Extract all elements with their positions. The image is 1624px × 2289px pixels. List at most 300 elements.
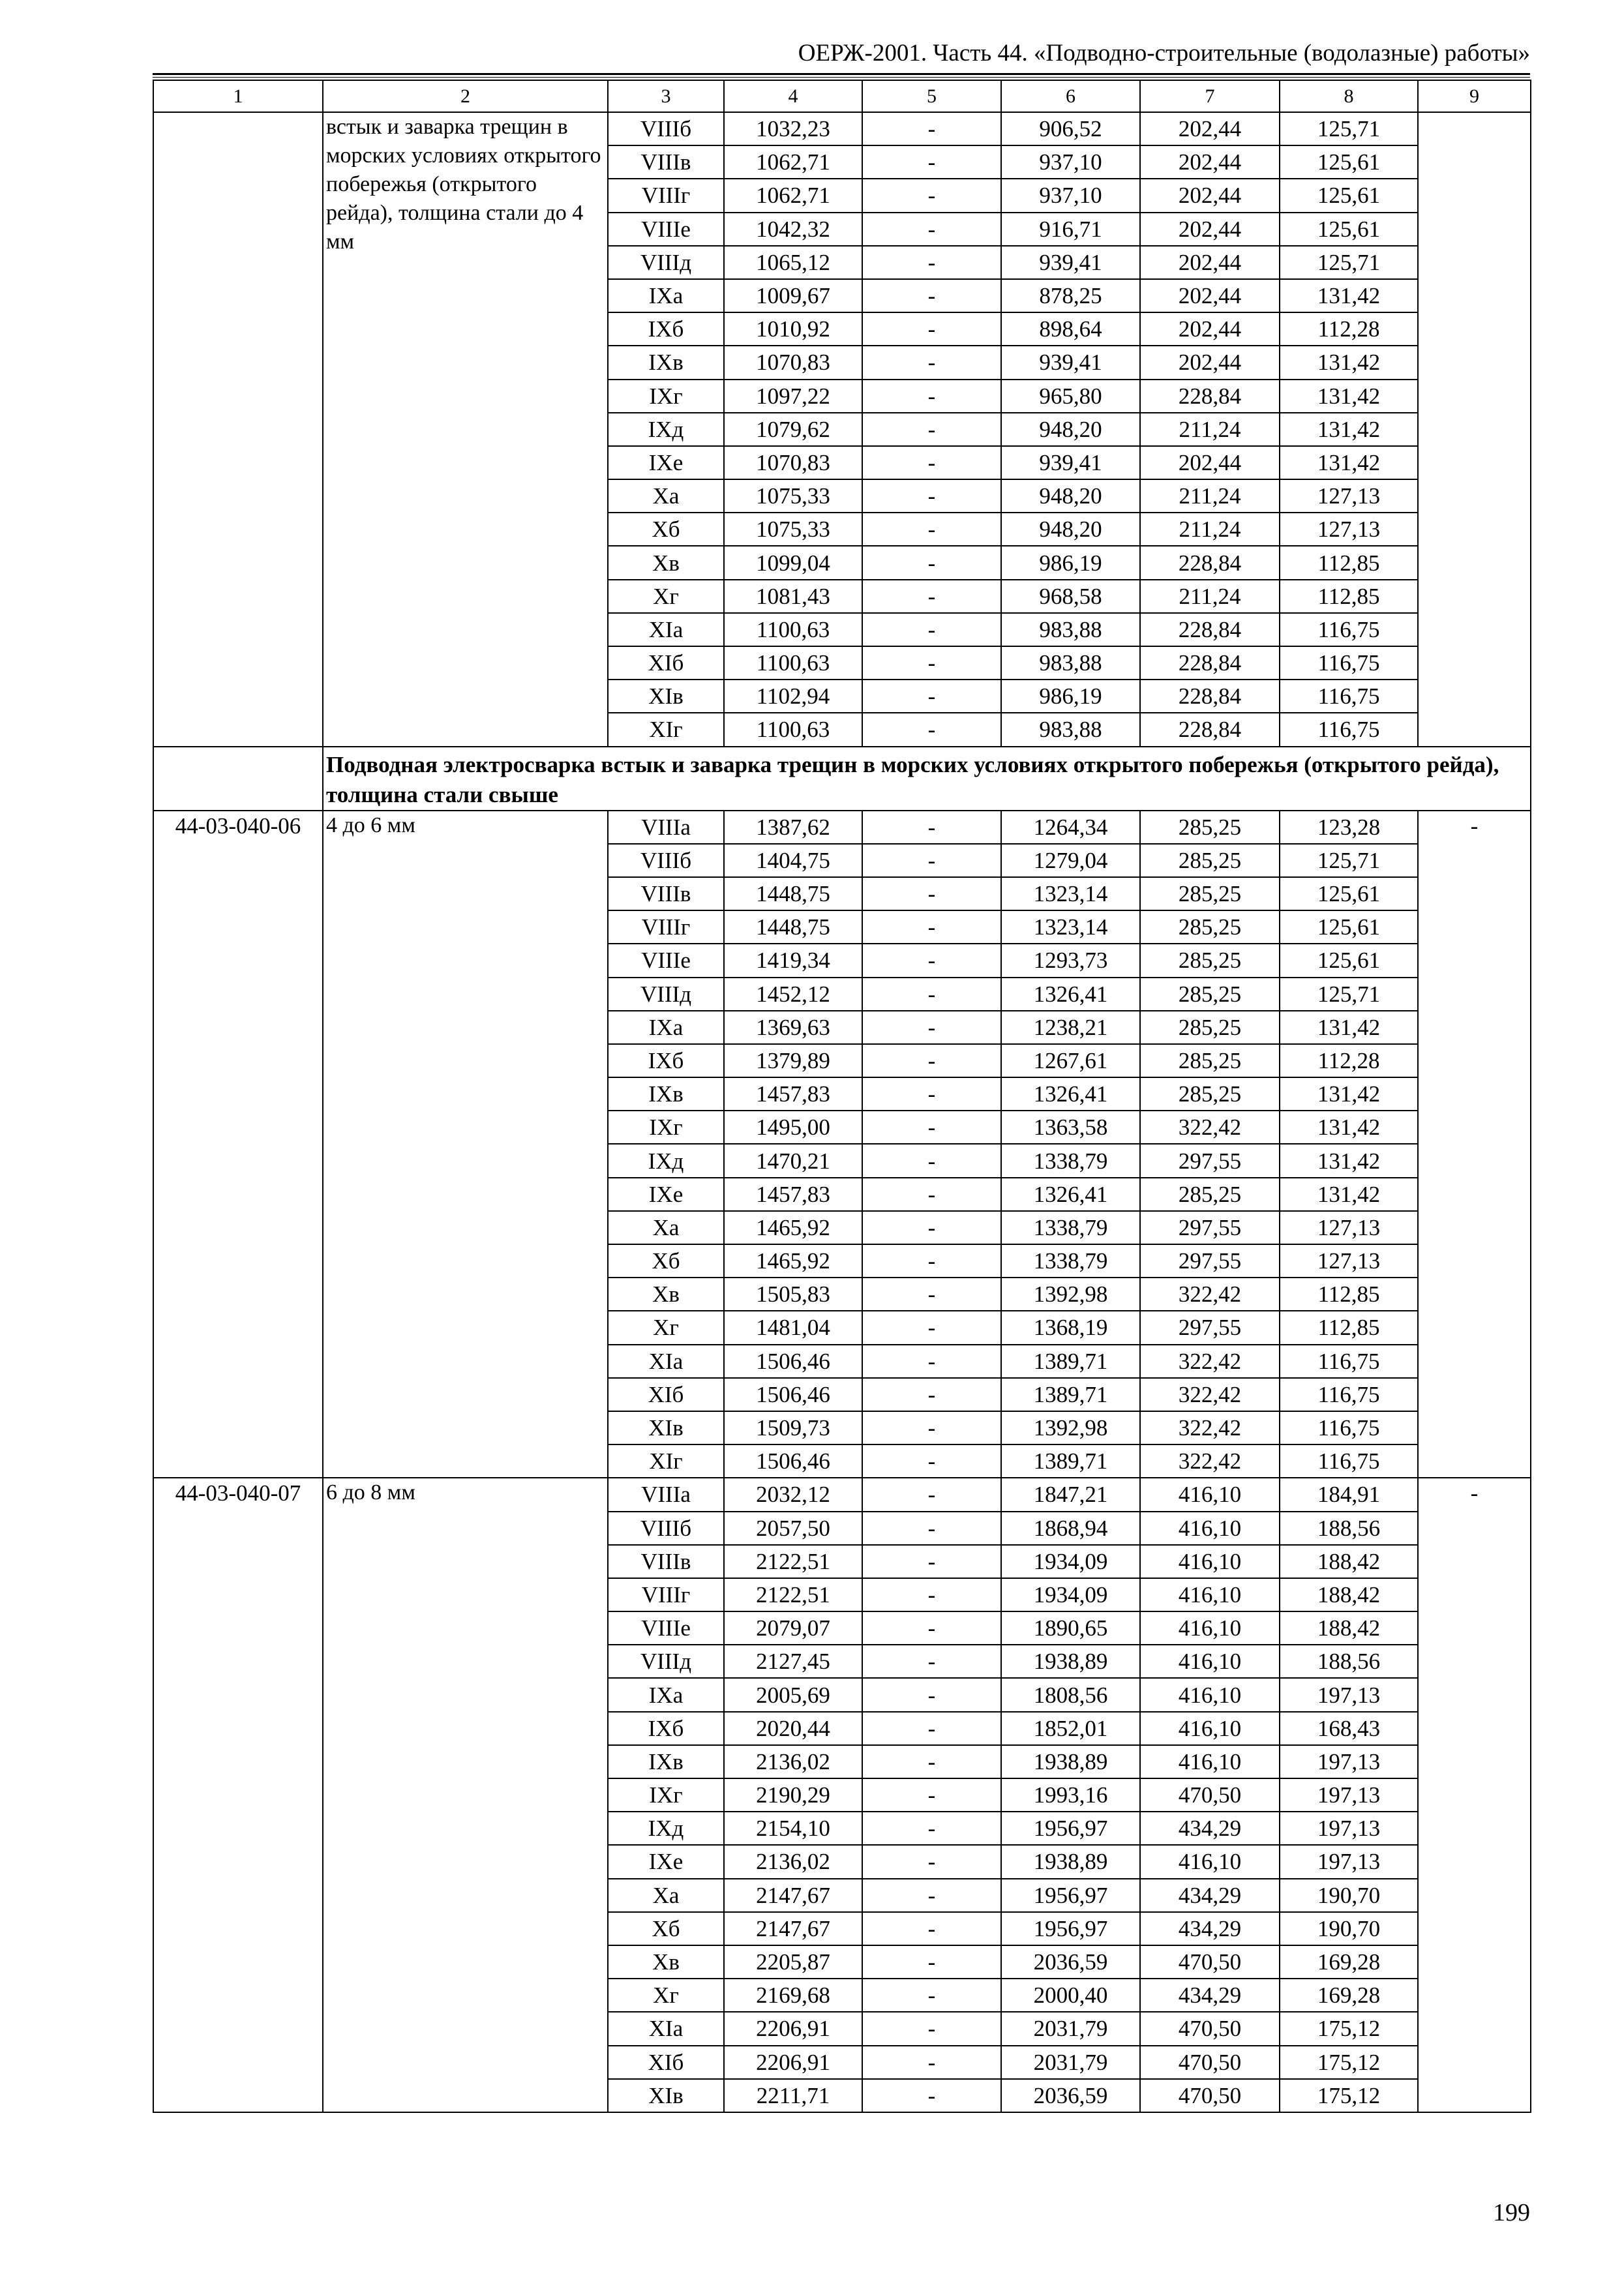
zone-cell: VIIIв [608, 877, 724, 910]
col5-cell: - [862, 1545, 1001, 1578]
materials-cell: 175,12 [1280, 2012, 1418, 2045]
col-header-5: 5 [862, 80, 1001, 112]
materials-cell: 188,42 [1280, 1545, 1418, 1578]
zone-cell: VIIIг [608, 910, 724, 944]
zone-cell: XIб [608, 1378, 724, 1411]
wages-cell: 1264,34 [1001, 811, 1140, 844]
wages-cell: 939,41 [1001, 346, 1140, 379]
total-cost-cell: 2190,29 [724, 1778, 862, 1812]
col-header-6: 6 [1001, 80, 1140, 112]
materials-cell: 131,42 [1280, 1178, 1418, 1211]
wages-cell: 1956,97 [1001, 1912, 1140, 1945]
col5-cell: - [862, 713, 1001, 746]
col5-cell: - [862, 546, 1001, 579]
machines-cell: 202,44 [1140, 246, 1280, 279]
machines-cell: 285,25 [1140, 944, 1280, 977]
machines-cell: 202,44 [1140, 312, 1280, 346]
col5-cell: - [862, 1244, 1001, 1278]
total-cost-cell: 1075,33 [724, 513, 862, 546]
machines-cell: 228,84 [1140, 546, 1280, 579]
machines-cell: 416,10 [1140, 1745, 1280, 1778]
total-cost-cell: 1509,73 [724, 1411, 862, 1444]
col5-cell: - [862, 646, 1001, 680]
machines-cell: 416,10 [1140, 1645, 1280, 1678]
machines-cell: 202,44 [1140, 446, 1280, 479]
wages-cell: 1934,09 [1001, 1578, 1140, 1611]
total-cost-cell: 1079,62 [724, 413, 862, 446]
materials-cell: 112,85 [1280, 580, 1418, 613]
machines-cell: 285,25 [1140, 1044, 1280, 1077]
materials-cell: 169,28 [1280, 1945, 1418, 1979]
total-cost-cell: 1097,22 [724, 380, 862, 413]
zone-cell: Xб [608, 1912, 724, 1945]
wages-cell: 1267,61 [1001, 1044, 1140, 1077]
materials-cell: 125,71 [1280, 246, 1418, 279]
total-cost-cell: 1100,63 [724, 713, 862, 746]
item-code [153, 112, 323, 747]
wages-cell: 878,25 [1001, 279, 1140, 312]
col5-cell: - [862, 446, 1001, 479]
materials-cell: 116,75 [1280, 1444, 1418, 1478]
zone-cell: XIб [608, 2046, 724, 2079]
materials-cell: 197,13 [1280, 1845, 1418, 1878]
col5-cell: - [862, 1444, 1001, 1478]
machines-cell: 322,42 [1140, 1378, 1280, 1411]
materials-cell: 131,42 [1280, 346, 1418, 379]
total-cost-cell: 2122,51 [724, 1545, 862, 1578]
total-cost-cell: 1481,04 [724, 1311, 862, 1344]
materials-cell: 131,42 [1280, 1144, 1418, 1177]
zone-cell: Xб [608, 513, 724, 546]
col5-cell: - [862, 1077, 1001, 1111]
zone-cell: IXб [608, 312, 724, 346]
materials-cell: 116,75 [1280, 613, 1418, 646]
zone-cell: IXв [608, 346, 724, 379]
zone-cell: Xв [608, 546, 724, 579]
machines-cell: 285,25 [1140, 811, 1280, 844]
col5-cell: - [862, 1411, 1001, 1444]
col-header-9: 9 [1418, 80, 1531, 112]
materials-cell: 125,71 [1280, 112, 1418, 145]
section-code-cell [153, 747, 323, 811]
col-header-1: 1 [153, 80, 323, 112]
materials-cell: 188,42 [1280, 1611, 1418, 1645]
materials-cell: 131,42 [1280, 1011, 1418, 1044]
total-cost-cell: 1070,83 [724, 346, 862, 379]
machines-cell: 470,50 [1140, 1778, 1280, 1812]
zone-cell: IXг [608, 380, 724, 413]
col5-cell: - [862, 1845, 1001, 1878]
zone-cell: IXа [608, 279, 724, 312]
total-cost-cell: 2079,07 [724, 1611, 862, 1645]
table-row [153, 1478, 1531, 1511]
col5-cell: - [862, 910, 1001, 944]
wages-cell: 1326,41 [1001, 978, 1140, 1011]
item-code: 44-03-040-06 [153, 811, 323, 1478]
col5-cell: - [862, 1512, 1001, 1545]
total-cost-cell: 1448,75 [724, 910, 862, 944]
wages-cell: 1338,79 [1001, 1144, 1140, 1177]
machines-cell: 202,44 [1140, 213, 1280, 246]
total-cost-cell: 2127,45 [724, 1645, 862, 1678]
materials-cell: 127,13 [1280, 513, 1418, 546]
col5-cell: - [862, 1745, 1001, 1778]
item-description: встык и заварка трещин в морских условиях открытого побережья (открытого рейда), толщина стали до 4 мм [323, 112, 608, 747]
col5-cell: - [862, 1812, 1001, 1845]
machines-cell: 416,10 [1140, 1512, 1280, 1545]
zone-cell: XIб [608, 646, 724, 680]
materials-cell: 190,70 [1280, 1879, 1418, 1912]
wages-cell: 937,10 [1001, 179, 1140, 212]
materials-cell: 116,75 [1280, 1345, 1418, 1378]
col5-cell: - [862, 279, 1001, 312]
total-cost-cell: 1452,12 [724, 978, 862, 1011]
total-cost-cell: 2211,71 [724, 2079, 862, 2112]
machines-cell: 211,24 [1140, 580, 1280, 613]
machines-cell: 285,25 [1140, 1077, 1280, 1111]
col-header-3: 3 [608, 80, 724, 112]
item-code: 44-03-040-07 [153, 1478, 323, 2112]
col5-cell: - [862, 380, 1001, 413]
col5-cell: - [862, 346, 1001, 379]
wages-cell: 1389,71 [1001, 1378, 1140, 1411]
wages-cell: 1392,98 [1001, 1411, 1140, 1444]
wages-cell: 983,88 [1001, 713, 1140, 746]
machines-cell: 416,10 [1140, 1678, 1280, 1711]
total-cost-cell: 2136,02 [724, 1745, 862, 1778]
materials-cell: 131,42 [1280, 1111, 1418, 1144]
materials-cell: 131,42 [1280, 1077, 1418, 1111]
col5-cell: - [862, 2012, 1001, 2045]
machines-cell: 416,10 [1140, 1611, 1280, 1645]
table-row [153, 811, 1531, 844]
col5-cell: - [862, 1712, 1001, 1745]
machines-cell: 285,25 [1140, 910, 1280, 944]
wages-cell: 1938,89 [1001, 1745, 1140, 1778]
total-cost-cell: 2032,12 [724, 1478, 862, 1511]
col5-cell: - [862, 1178, 1001, 1211]
wages-cell: 2036,59 [1001, 2079, 1140, 2112]
zone-cell: XIа [608, 1345, 724, 1378]
wages-cell: 1368,19 [1001, 1311, 1140, 1344]
total-cost-cell: 1404,75 [724, 844, 862, 877]
total-cost-cell: 2057,50 [724, 1512, 862, 1545]
section-title: Подводная электросварка встык и заварка трещин в морских условиях открытого побережья (открытого рейда), толщина стали свыше [323, 747, 1531, 811]
machines-cell: 322,42 [1140, 1411, 1280, 1444]
page-number: 199 [1493, 2199, 1530, 2226]
zone-cell: IXд [608, 413, 724, 446]
materials-cell: 125,61 [1280, 877, 1418, 910]
total-cost-cell: 1465,92 [724, 1211, 862, 1244]
machines-cell: 202,44 [1140, 346, 1280, 379]
materials-cell: 197,13 [1280, 1778, 1418, 1812]
col5-cell: - [862, 213, 1001, 246]
col5-cell: - [862, 1578, 1001, 1611]
wages-cell: 948,20 [1001, 513, 1140, 546]
machines-cell: 228,84 [1140, 680, 1280, 713]
col5-cell: - [862, 1211, 1001, 1244]
header-rule-thin [153, 77, 1530, 78]
zone-cell: XIг [608, 1444, 724, 1478]
zone-cell: VIIIв [608, 145, 724, 179]
header-rule-thick [153, 73, 1530, 75]
materials-cell: 116,75 [1280, 1378, 1418, 1411]
machines-cell: 228,84 [1140, 646, 1280, 680]
materials-cell: 116,75 [1280, 1411, 1418, 1444]
machines-cell: 434,29 [1140, 1912, 1280, 1945]
zone-cell: XIв [608, 2079, 724, 2112]
col5-cell: - [862, 844, 1001, 877]
total-cost-cell: 1010,92 [724, 312, 862, 346]
wages-cell: 1323,14 [1001, 910, 1140, 944]
machines-cell: 285,25 [1140, 877, 1280, 910]
running-header: ОЕРЖ-2001. Часть 44. «Подводно-строительные (водолазные) работы» [798, 40, 1530, 67]
total-cost-cell: 1448,75 [724, 877, 862, 910]
machines-cell: 297,55 [1140, 1211, 1280, 1244]
wages-cell: 1938,89 [1001, 1845, 1140, 1878]
total-cost-cell: 1081,43 [724, 580, 862, 613]
col5-cell: - [862, 1278, 1001, 1311]
wages-cell: 898,64 [1001, 312, 1140, 346]
wages-cell: 939,41 [1001, 246, 1140, 279]
total-cost-cell: 1100,63 [724, 646, 862, 680]
zone-cell: IXе [608, 1845, 724, 1878]
machines-cell: 434,29 [1140, 1879, 1280, 1912]
zone-cell: VIIIе [608, 1611, 724, 1645]
materials-cell: 131,42 [1280, 279, 1418, 312]
wages-cell: 2031,79 [1001, 2046, 1140, 2079]
total-cost-cell: 1505,83 [724, 1278, 862, 1311]
zone-cell: VIIIб [608, 1512, 724, 1545]
zone-cell: IXе [608, 446, 724, 479]
zone-cell: Xа [608, 1879, 724, 1912]
wages-cell: 1338,79 [1001, 1211, 1140, 1244]
machines-cell: 285,25 [1140, 1178, 1280, 1211]
machines-cell: 211,24 [1140, 513, 1280, 546]
col9-cell: - [1418, 811, 1531, 1478]
wages-cell: 2031,79 [1001, 2012, 1140, 2045]
machines-cell: 285,25 [1140, 1011, 1280, 1044]
col9-cell [1418, 112, 1531, 747]
zone-cell: VIIIг [608, 179, 724, 212]
zone-cell: IXг [608, 1778, 724, 1812]
col5-cell: - [862, 944, 1001, 977]
total-cost-cell: 1419,34 [724, 944, 862, 977]
materials-cell: 168,43 [1280, 1712, 1418, 1745]
item-description: 6 до 8 мм [323, 1478, 608, 2112]
wages-cell: 1392,98 [1001, 1278, 1140, 1311]
materials-cell: 188,42 [1280, 1578, 1418, 1611]
total-cost-cell: 2205,87 [724, 1945, 862, 1979]
col5-cell: - [862, 1311, 1001, 1344]
col5-cell: - [862, 811, 1001, 844]
zone-cell: IXа [608, 1678, 724, 1711]
materials-cell: 131,42 [1280, 380, 1418, 413]
col5-cell: - [862, 1979, 1001, 2012]
col5-cell: - [862, 179, 1001, 212]
total-cost-cell: 1457,83 [724, 1077, 862, 1111]
machines-cell: 285,25 [1140, 978, 1280, 1011]
col5-cell: - [862, 413, 1001, 446]
materials-cell: 197,13 [1280, 1812, 1418, 1845]
col5-cell: - [862, 877, 1001, 910]
materials-cell: 197,13 [1280, 1745, 1418, 1778]
col5-cell: - [862, 680, 1001, 713]
zone-cell: Xа [608, 1211, 724, 1244]
machines-cell: 416,10 [1140, 1545, 1280, 1578]
col9-cell: - [1418, 1478, 1531, 2112]
machines-cell: 228,84 [1140, 380, 1280, 413]
col5-cell: - [862, 1478, 1001, 1511]
zone-cell: XIв [608, 680, 724, 713]
zone-cell: VIIIб [608, 112, 724, 145]
zone-cell: IXв [608, 1077, 724, 1111]
machines-cell: 297,55 [1140, 1311, 1280, 1344]
machines-cell: 202,44 [1140, 112, 1280, 145]
col5-cell: - [862, 246, 1001, 279]
col5-cell: - [862, 2046, 1001, 2079]
wages-cell: 1326,41 [1001, 1178, 1140, 1211]
total-cost-cell: 1042,32 [724, 213, 862, 246]
materials-cell: 175,12 [1280, 2079, 1418, 2112]
table-row [153, 112, 1531, 145]
zone-cell: XIа [608, 2012, 724, 2045]
col5-cell: - [862, 1879, 1001, 1912]
zone-cell: VIIIг [608, 1578, 724, 1611]
wages-cell: 986,19 [1001, 680, 1140, 713]
wages-cell: 1852,01 [1001, 1712, 1140, 1745]
total-cost-cell: 2147,67 [724, 1912, 862, 1945]
wages-cell: 1389,71 [1001, 1444, 1140, 1478]
materials-cell: 127,13 [1280, 479, 1418, 513]
machines-cell: 322,42 [1140, 1111, 1280, 1144]
zone-cell: Xг [608, 580, 724, 613]
table-body [153, 112, 1531, 2112]
machines-cell: 416,10 [1140, 1845, 1280, 1878]
table-header [153, 80, 1531, 112]
wages-cell: 939,41 [1001, 446, 1140, 479]
materials-cell: 125,61 [1280, 944, 1418, 977]
section-row [153, 747, 1531, 811]
materials-cell: 184,91 [1280, 1478, 1418, 1511]
total-cost-cell: 1062,71 [724, 145, 862, 179]
total-cost-cell: 1075,33 [724, 479, 862, 513]
wages-cell: 1389,71 [1001, 1345, 1140, 1378]
total-cost-cell: 1379,89 [724, 1044, 862, 1077]
col-header-8: 8 [1280, 80, 1418, 112]
col-header-4: 4 [724, 80, 862, 112]
machines-cell: 211,24 [1140, 413, 1280, 446]
col5-cell: - [862, 479, 1001, 513]
zone-cell: Xв [608, 1945, 724, 1979]
machines-cell: 470,50 [1140, 2046, 1280, 2079]
col5-cell: - [862, 1645, 1001, 1678]
materials-cell: 125,61 [1280, 213, 1418, 246]
wages-cell: 906,52 [1001, 112, 1140, 145]
machines-cell: 285,25 [1140, 844, 1280, 877]
zone-cell: Xб [608, 1244, 724, 1278]
wages-cell: 1808,56 [1001, 1678, 1140, 1711]
zone-cell: IXд [608, 1144, 724, 1177]
total-cost-cell: 2020,44 [724, 1712, 862, 1745]
zone-cell: Xг [608, 1311, 724, 1344]
materials-cell: 125,71 [1280, 844, 1418, 877]
total-cost-cell: 1506,46 [724, 1345, 862, 1378]
col5-cell: - [862, 1144, 1001, 1177]
materials-cell: 125,61 [1280, 145, 1418, 179]
materials-cell: 116,75 [1280, 680, 1418, 713]
materials-cell: 188,56 [1280, 1512, 1418, 1545]
zone-cell: Xг [608, 1979, 724, 2012]
col5-cell: - [862, 513, 1001, 546]
total-cost-cell: 1369,63 [724, 1011, 862, 1044]
zone-cell: VIIIв [608, 1545, 724, 1578]
col5-cell: - [862, 1378, 1001, 1411]
total-cost-cell: 1100,63 [724, 613, 862, 646]
total-cost-cell: 1009,67 [724, 279, 862, 312]
materials-cell: 190,70 [1280, 1912, 1418, 1945]
zone-cell: VIIIе [608, 213, 724, 246]
machines-cell: 202,44 [1140, 279, 1280, 312]
wages-cell: 1890,65 [1001, 1611, 1140, 1645]
col5-cell: - [862, 1678, 1001, 1711]
zone-cell: IXв [608, 1745, 724, 1778]
wages-cell: 968,58 [1001, 580, 1140, 613]
col5-cell: - [862, 145, 1001, 179]
machines-cell: 416,10 [1140, 1478, 1280, 1511]
col5-cell: - [862, 1945, 1001, 1979]
materials-cell: 112,28 [1280, 1044, 1418, 1077]
materials-cell: 116,75 [1280, 646, 1418, 680]
zone-cell: IXб [608, 1044, 724, 1077]
zone-cell: VIIIб [608, 844, 724, 877]
wages-cell: 1847,21 [1001, 1478, 1140, 1511]
materials-cell: 123,28 [1280, 811, 1418, 844]
col-header-7: 7 [1140, 80, 1280, 112]
machines-cell: 297,55 [1140, 1144, 1280, 1177]
total-cost-cell: 2136,02 [724, 1845, 862, 1878]
col5-cell: - [862, 1778, 1001, 1812]
wages-cell: 1326,41 [1001, 1077, 1140, 1111]
machines-cell: 322,42 [1140, 1278, 1280, 1311]
total-cost-cell: 2206,91 [724, 2012, 862, 2045]
machines-cell: 470,50 [1140, 1945, 1280, 1979]
materials-cell: 112,28 [1280, 312, 1418, 346]
machines-cell: 202,44 [1140, 179, 1280, 212]
materials-cell: 116,75 [1280, 713, 1418, 746]
materials-cell: 131,42 [1280, 413, 1418, 446]
total-cost-cell: 1457,83 [724, 1178, 862, 1211]
column-number-row [153, 80, 1531, 112]
zone-cell: VIIIе [608, 944, 724, 977]
wages-cell: 965,80 [1001, 380, 1140, 413]
total-cost-cell: 2147,67 [724, 1879, 862, 1912]
machines-cell: 322,42 [1140, 1345, 1280, 1378]
wages-cell: 1279,04 [1001, 844, 1140, 877]
wages-cell: 1993,16 [1001, 1778, 1140, 1812]
wages-cell: 1293,73 [1001, 944, 1140, 977]
machines-cell: 228,84 [1140, 613, 1280, 646]
materials-cell: 112,85 [1280, 1278, 1418, 1311]
col5-cell: - [862, 1912, 1001, 1945]
zone-cell: IXа [608, 1011, 724, 1044]
total-cost-cell: 1387,62 [724, 811, 862, 844]
zone-cell: IXб [608, 1712, 724, 1745]
zone-cell: VIIIд [608, 246, 724, 279]
col5-cell: - [862, 2079, 1001, 2112]
zone-cell: XIг [608, 713, 724, 746]
machines-cell: 211,24 [1140, 479, 1280, 513]
